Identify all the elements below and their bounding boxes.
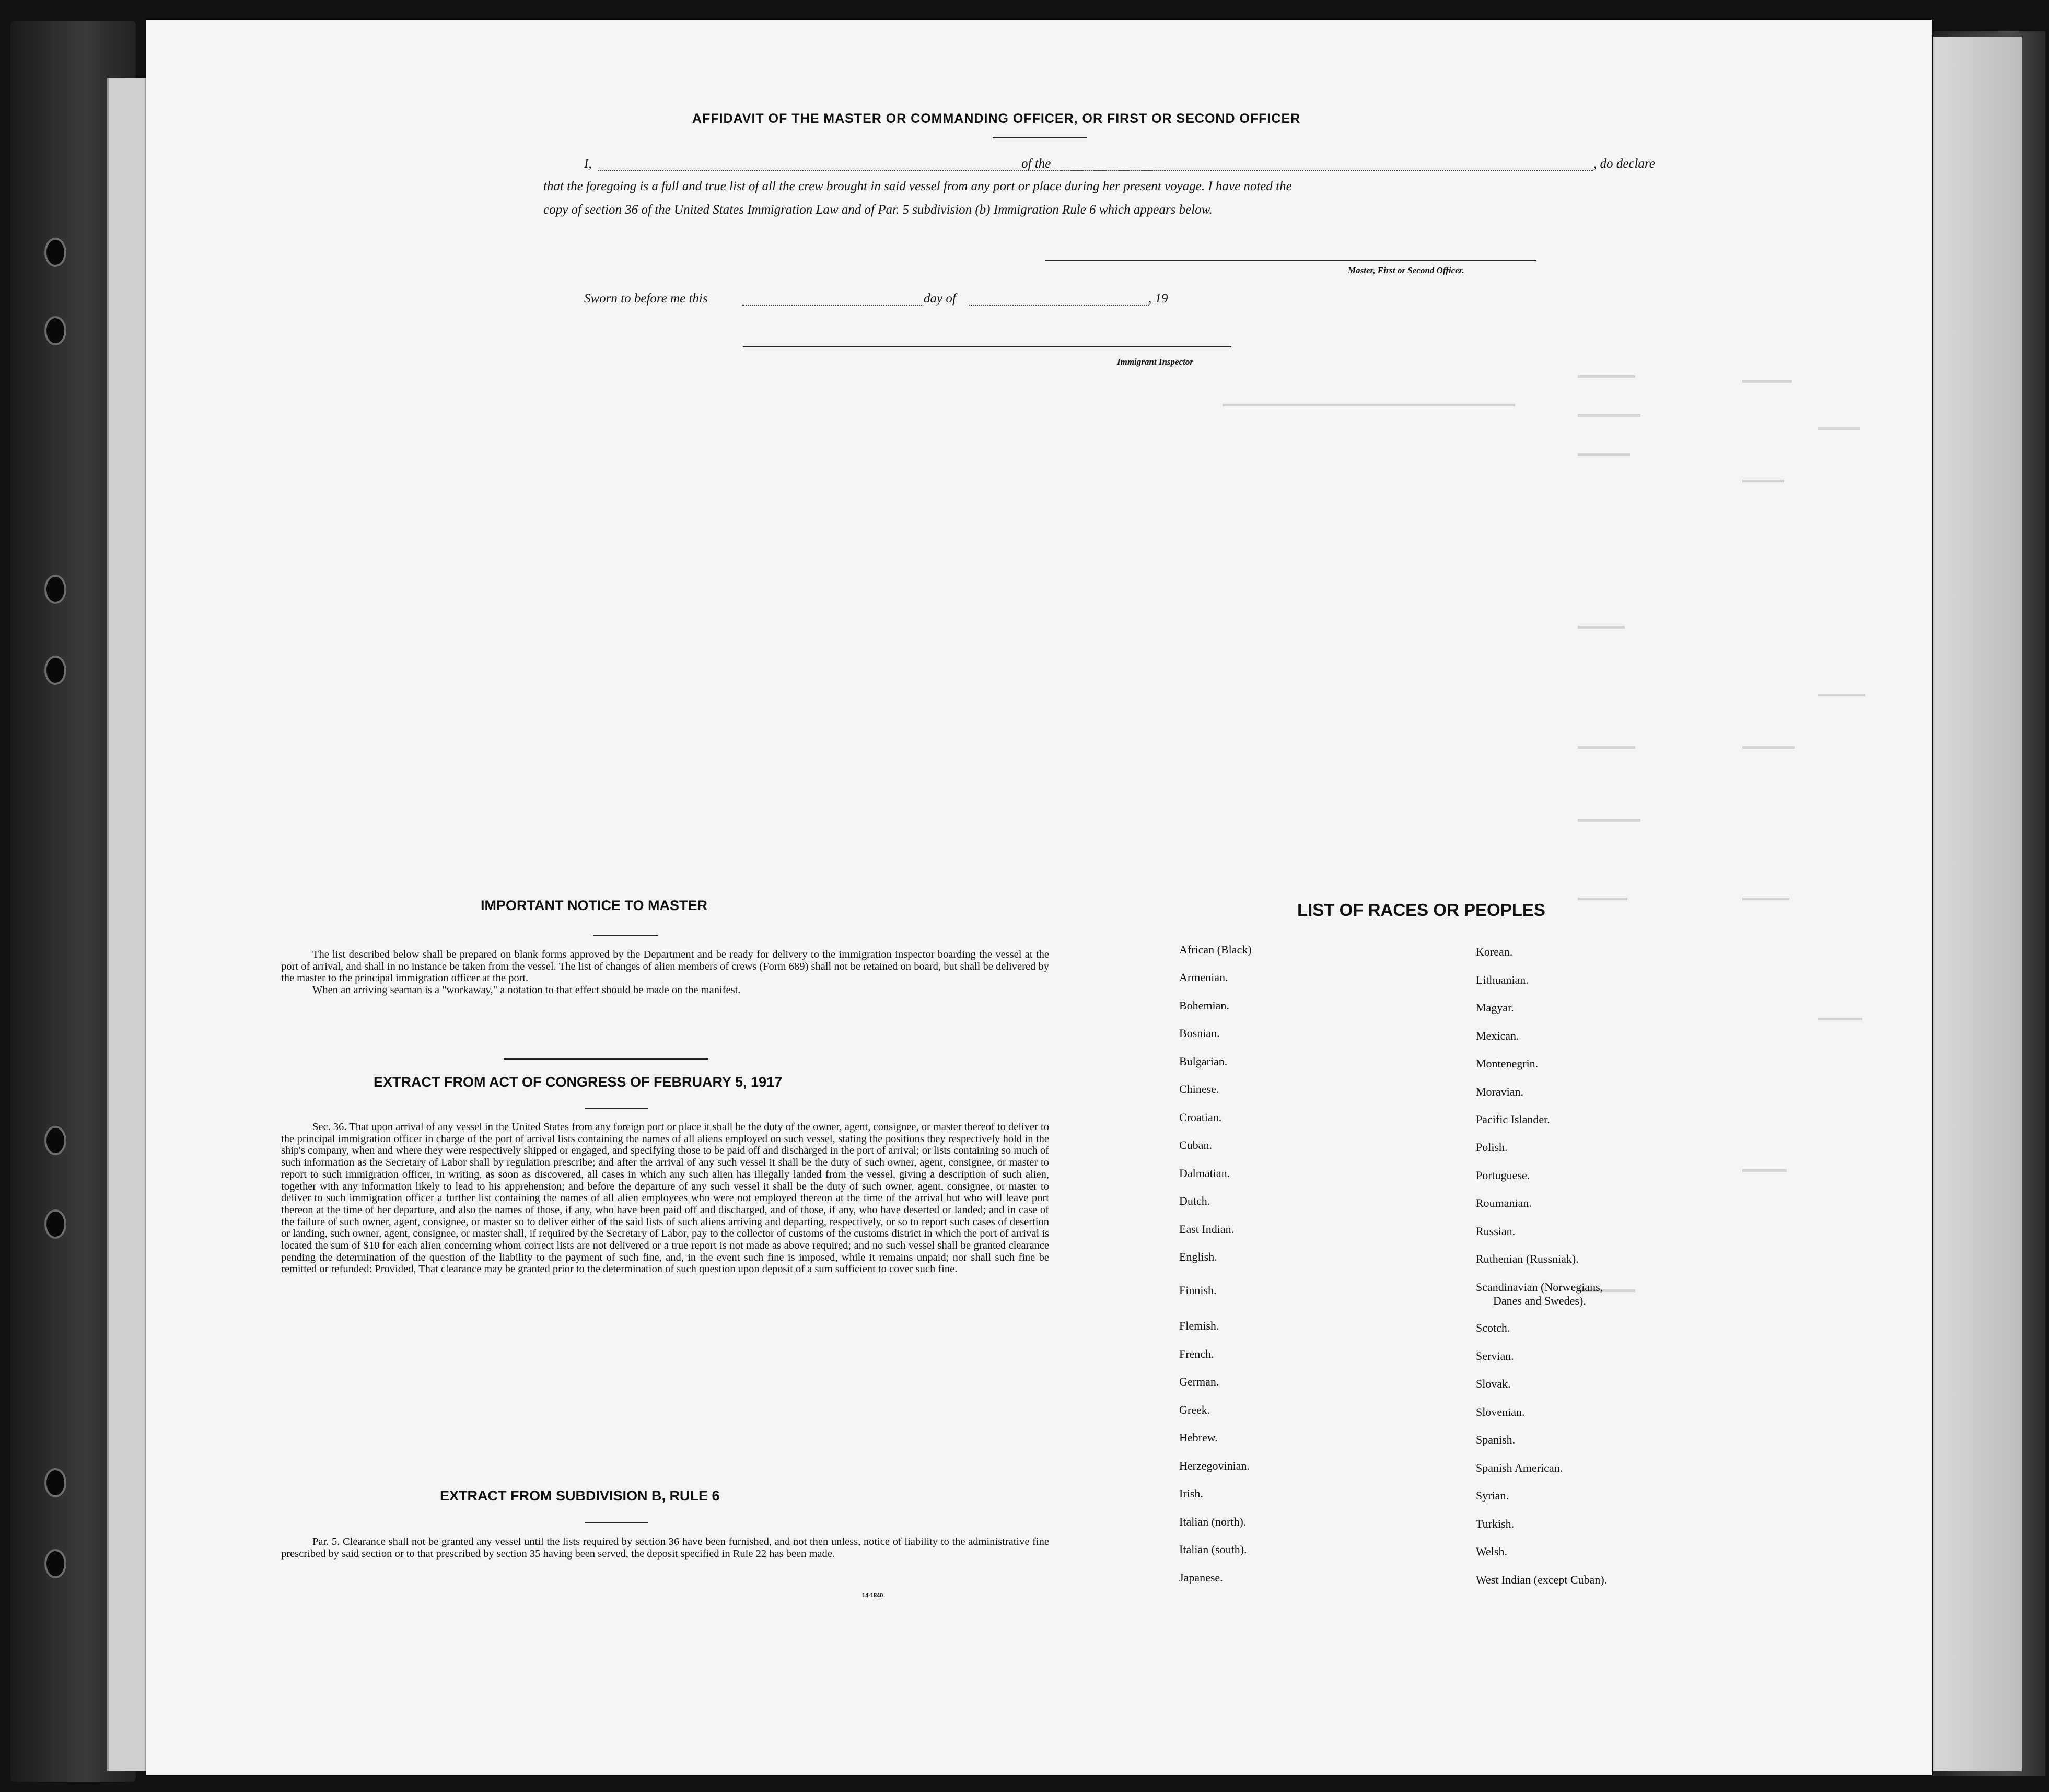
- race-item: Slovenian.: [1476, 1405, 1525, 1418]
- race-item: Servian.: [1476, 1349, 1514, 1363]
- vessel-blank: [1061, 170, 1593, 171]
- race-item: Croatian.: [1179, 1111, 1222, 1124]
- affidavit-line3: copy of section 36 of the United States Immigration Law and of Par. 5 subdivision (b) Immigration Rule 6 which appears below.: [543, 203, 1213, 217]
- bleed-through-mark: [1742, 1169, 1787, 1172]
- race-item: Roumanian.: [1476, 1196, 1532, 1209]
- sworn-day-label: day of: [924, 292, 956, 306]
- bleed-through-mark: [1818, 1018, 1862, 1020]
- form-page: [146, 20, 1932, 1775]
- sworn-day-blank: [742, 305, 922, 306]
- bleed-through-mark: [1578, 453, 1630, 456]
- race-item: West Indian (except Cuban).: [1476, 1573, 1608, 1586]
- race-item: Portuguese.: [1476, 1169, 1530, 1182]
- race-item: Welsh.: [1476, 1545, 1507, 1558]
- bleed-through-mark: [1578, 626, 1625, 629]
- race-item: Chinese.: [1179, 1083, 1219, 1096]
- race-item: Moravian.: [1476, 1085, 1524, 1098]
- act-extract-text: [281, 1121, 1049, 1275]
- affidavit-line2: that the foregoing is a full and true list of all the crew brought in said vessel from any port or place during her present voyage. I have noted the: [543, 179, 1292, 193]
- notice-text: [281, 949, 1049, 996]
- act-paragraph: Sec. 36. That upon arrival of any vessel in the United States from any foreign port or place it shall be the duty of the owner, agent, consignee, or master thereof to deliver to the principal immigration officer in charge of the port of arrival lists containing the names of all aliens employed on such vessel, stating the positions they respectively hold in the ship's company, when and where they were respectively shipped or engaged, and specifying those to be paid off and discharged in the port of arrival; or lists containing so much of such information as the Secretary of Labor shall by regulation prescribe; and after the arrival of any such vessel it shall be the duty of such owner, agent, consignee, or master to report to such immigration officer, in writing, as soon as discovered, all cases in which any such alien has illegally landed from the vessel, giving a description of such alien, together with any information likely to lead to his apprehension; and before the departure of any such vessel it shall be the duty of such owner, agent, consignee, or master to deliver to such immigration officer a further list containing the names of all alien employees who were not employed thereon at the time of the arrival but who will leave port thereon at the time of her departure, and also the names of those, if any, who have been paid off and discharged, and of those, if any, who have deserted or landed; and in case of the failure of such owner, agent, consignee, or master so to deliver either of the said lists of such aliens arriving and departing, respectively, or so to report such cases of desertion or landing, such owner, agent, consignee, or master shall, if required by the Secretary of Labor, pay to the collector of customs of the customs district in which the port of arrival is located the sum of $10 for each alien concerning whom correct lists are not delivered or a true report is not made as above required; and no such vessel shall be granted clearance pending the determination of the question of the liability to the payment of such fine, and, in the event such fine is imposed, while it remains unpaid; nor shall such fine be remitted or refunded: Provided, That clearance may be granted prior to the determination of such question upon deposit of a sum sufficient to cover such fine.: [281, 1121, 1049, 1275]
- race-item: Bohemian.: [1179, 999, 1229, 1012]
- race-item: Lithuanian.: [1476, 973, 1529, 986]
- race-item: Herzegovinian.: [1179, 1459, 1250, 1472]
- binder-hole-icon: [44, 656, 66, 685]
- signature-line: [1045, 260, 1536, 261]
- title-divider: [993, 137, 1087, 138]
- race-item: Danes and Swedes).: [1493, 1294, 1586, 1307]
- signature-label: Master, First or Second Officer.: [1348, 265, 1464, 275]
- act-divider: [585, 1108, 648, 1109]
- race-item: Armenian.: [1179, 971, 1228, 984]
- race-item: Scandinavian (Norwegians,: [1476, 1281, 1603, 1294]
- race-item: Japanese.: [1179, 1571, 1223, 1584]
- race-item: Dalmatian.: [1179, 1167, 1230, 1180]
- race-item: African (Black): [1179, 943, 1252, 956]
- race-item: French.: [1179, 1347, 1214, 1360]
- race-item: East Indian.: [1179, 1223, 1235, 1236]
- race-item: Magyar.: [1476, 1001, 1514, 1014]
- race-item: Montenegrin.: [1476, 1057, 1539, 1070]
- race-item: Hebrew.: [1179, 1431, 1218, 1444]
- race-item: Dutch.: [1179, 1194, 1210, 1207]
- race-item: Flemish.: [1179, 1319, 1219, 1332]
- race-item: Korean.: [1476, 945, 1513, 958]
- notice-title: IMPORTANT NOTICE TO MASTER: [481, 898, 707, 913]
- notice-divider: [593, 935, 658, 936]
- race-item: Russian.: [1476, 1225, 1516, 1238]
- binder-hole-icon: [44, 238, 66, 267]
- race-item: Bulgarian.: [1179, 1055, 1228, 1068]
- affidavit-title: AFFIDAVIT OF THE MASTER OR COMMANDING OFFICER, OR FIRST OR SECOND OFFICER: [692, 111, 1301, 126]
- bleed-through-mark: [1578, 375, 1635, 378]
- race-item: Scotch.: [1476, 1321, 1510, 1334]
- rule-paragraph: Par. 5. Clearance shall not be granted any vessel until the lists required by section 36 have been furnished, and not then unless, notice of liability to the administrative fine prescribed by said section or to that prescribed by section 35 having been served, the deposit specified in Rule 22 has been made.: [281, 1536, 1049, 1560]
- race-item: Syrian.: [1476, 1489, 1509, 1502]
- race-item: Slovak.: [1476, 1377, 1511, 1390]
- bleed-through-mark: [1223, 404, 1515, 406]
- binder-hole-icon: [44, 316, 66, 345]
- race-item: Finnish.: [1179, 1284, 1217, 1297]
- rule-extract-title: EXTRACT FROM SUBDIVISION B, RULE 6: [440, 1488, 720, 1504]
- inspector-label: Immigrant Inspector: [1117, 357, 1193, 367]
- affidavit-line1-i: I,: [584, 157, 592, 171]
- rule-divider: [585, 1522, 648, 1523]
- bleed-through-mark: [1578, 819, 1640, 822]
- sworn-year: , 19: [1148, 292, 1168, 306]
- bleed-through-mark: [1818, 694, 1865, 696]
- bleed-through-mark: [1742, 380, 1792, 383]
- bleed-through-mark: [1578, 746, 1635, 749]
- binder-hole-icon: [44, 1549, 66, 1578]
- section-divider: [504, 1058, 708, 1060]
- race-item: Cuban.: [1179, 1138, 1212, 1151]
- race-item: Spanish.: [1476, 1433, 1516, 1446]
- sworn-month-blank: [969, 305, 1149, 306]
- race-item: Pacific Islander.: [1476, 1113, 1550, 1126]
- race-item: English.: [1179, 1250, 1217, 1263]
- race-item: Turkish.: [1476, 1517, 1515, 1530]
- race-item: Spanish American.: [1476, 1461, 1563, 1474]
- race-item: Italian (south).: [1179, 1543, 1247, 1556]
- race-item: Ruthenian (Russniak).: [1476, 1252, 1579, 1265]
- race-item: Irish.: [1179, 1487, 1203, 1500]
- race-item: Bosnian.: [1179, 1027, 1220, 1040]
- binder-hole-icon: [44, 575, 66, 604]
- race-item: Italian (north).: [1179, 1515, 1247, 1528]
- inspector-signature-line: [743, 346, 1231, 347]
- race-item: Mexican.: [1476, 1029, 1519, 1042]
- binder-hole-icon: [44, 1468, 66, 1497]
- binder-hole-icon: [44, 1126, 66, 1155]
- binder-hole-icon: [44, 1209, 66, 1239]
- bleed-through-mark: [1818, 427, 1860, 430]
- race-item: German.: [1179, 1375, 1219, 1388]
- form-number: 14-1840: [862, 1592, 883, 1599]
- bleed-through-mark: [1742, 480, 1784, 482]
- affidavit-line1-declare: , do declare: [1593, 157, 1655, 171]
- rule-extract-text: [281, 1536, 1049, 1560]
- underlying-page-right: [1933, 37, 2022, 1771]
- bleed-through-mark: [1742, 746, 1795, 749]
- underlying-page-edge: [107, 78, 150, 1771]
- affidavit-line1-of: of the: [1021, 157, 1051, 171]
- notice-paragraph: The list described below shall be prepared on blank forms approved by the Department and be ready for delivery to the immigration inspector boarding the vessel at the port of arrival, and shall in no instance be taken from the vessel. The list of changes of alien members of crews (Form 689) shall not be retained on board, but shall be delivered by the master to the principal immigration officer at the port.: [281, 949, 1049, 984]
- races-title: LIST OF RACES OR PEOPLES: [1297, 900, 1545, 920]
- bleed-through-mark: [1578, 898, 1627, 900]
- bleed-through-mark: [1742, 898, 1789, 900]
- race-item: Greek.: [1179, 1403, 1210, 1416]
- sworn-prefix: Sworn to before me this: [584, 292, 708, 306]
- notice-paragraph: When an arriving seaman is a "workaway," a notation to that effect should be made on the manifest.: [312, 984, 741, 996]
- race-item: Polish.: [1476, 1141, 1508, 1154]
- act-extract-title: EXTRACT FROM ACT OF CONGRESS OF FEBRUARY 5, 1917: [374, 1074, 783, 1090]
- bleed-through-mark: [1578, 414, 1640, 417]
